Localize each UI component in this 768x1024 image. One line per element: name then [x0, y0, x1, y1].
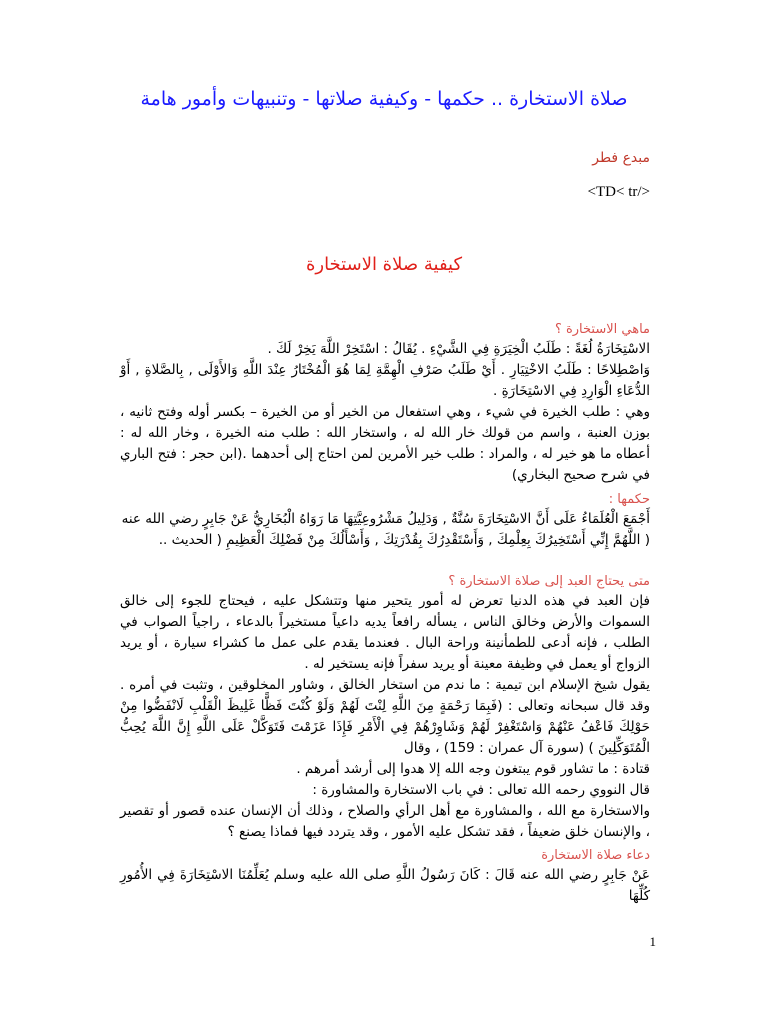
section-heading: متى يحتاج العبد إلى صلاة الاستخارة ؟ — [448, 574, 650, 589]
paragraph: ( اللَّهُمَّ إِنِّي أَسْتَخِيرُكَ بِعِلْمِكَ , وَأَسْتَقْدِرُكَ بِقُدْرَتِكَ , وَأَسْأَلُكَ مِنْ فَضْلِكَ الْعَظِيمِ ( الحديث .. — [158, 532, 650, 548]
section-heading: دعاء صلاة الاستخارة — [541, 848, 650, 863]
section-what-is-istikhara — [120, 322, 650, 486]
paragraph: وَاصْطِلاحًا : طَلَبُ الاخْتِيَارِ . أَيْ طَلَبُ صَرْفِ الْهِمَّةِ لِمَا هُوَ الْمُخْتَارُ عِنْدَ اللَّهِ وَالأَوْلَى , بِالصَّلاةِ , أَوْ الدُّعَاءِ الْوَارِدِ فِي الاسْتِخَارَةِ . — [120, 362, 650, 399]
paragraph: يقول شيخ الإسلام ابن تيمية : ما ندم من استخار الخالق ، وشاور المخلوقين ، وتثبت في أمره . وقد قال سبحانه وتعالى : (فَبِمَا رَحْمَةٍ مِنَ اللَّهِ لِنْتَ لَهُمْ وَلَوْ كُنْتَ فَظًّا غَلِيظَ الْقَلْبِ لَانْفَضُّوا مِنْ حَوْلِكَ فَاعْفُ عَنْهُمْ وَاسْتَغْفِرْ لَهُمْ وَشَاوِرْهُمْ فِي الْأَمْرِ فَإِذَا عَزَمْتَ فَتَوَكَّلْ عَلَى اللَّهِ إِنَّ اللَّهَ يُحِبُّ الْمُتَوَكِّلِينَ ) (سورة آل عمران : 159) ، وقال — [120, 677, 650, 756]
paragraph: وهي : طلب الخيرة في شيء ، وهي استفعال من الخير أو من الخيرة – بكسر أوله وفتح ثانيه ، بوزن العنبة ، واسم من قولك خار الله له ، واستخار الله : طلب منه الخيرة ، وخار الله له : أعطاه ما هو خير له ، والمراد : طلب خير الأمرين لمن احتاج إلى أحدهما .(ابن حجر : فتح الباري في شرح صحيح البخاري) — [120, 404, 650, 483]
paragraph: والاستخارة مع الله ، والمشاورة مع أهل الرأي والصلاح ، وذلك أن الإنسان عنده قصور أو تقصير ، والإنسان خلق ضعيفاً ، فقد تشكل عليه الأمور ، وقد يتردد فيها فماذا يصنع ؟ — [120, 803, 650, 840]
paragraph: قتادة : ما تشاور قوم يبتغون وجه الله إلا هدوا إلى أرشد أمرهم . — [296, 761, 650, 777]
section-heading: حكمها : — [608, 492, 650, 507]
section-when-needed — [120, 574, 650, 843]
document-title: صلاة الاستخارة .. حكمها - وكيفية صلاتها - وتنبيهات وأمور هامة — [140, 88, 628, 110]
paragraph: فإن العبد في هذه الدنيا تعرض له أمور يتحير منها وتتشكل عليه ، فيحتاج للجوء إلى خالق السموات والأرض وخالق الناس ، يسأله رافعاً يديه داعياً مستخيراً بالدعاء ، راجياً الصواب في الطلب ، فإنه أدعى للطمأنينة وراحة البال . فعندما يقدم على عمل ما كشراء سيارة ، أو يريد الزواج أو يعمل في وظيفة معينة أو يريد سفراً فإنه يستخير له . — [120, 593, 650, 672]
paragraph: أَجْمَعَ الْعُلَمَاءُ عَلَى أَنَّ الاسْتِخَارَةَ سُنَّةٌ , وَدَلِيلُ مَشْرُوعِيَّتِهَا مَا رَوَاهُ الْبُخَارِيُّ عَنْ جَابِرٍ رضي الله عنه — [121, 511, 650, 527]
author-name: مبدع فطر — [592, 150, 650, 166]
paragraph: قال النووي رحمه الله تعالى : في باب الاستخارة والمشاورة : — [312, 782, 650, 798]
section-heading: ماهي الاستخارة ؟ — [554, 322, 650, 337]
section-title: كيفية صلاة الاستخارة — [305, 254, 463, 275]
markup-fragment: <TD< tr/> — [587, 184, 650, 200]
section-ruling — [120, 492, 650, 551]
paragraph: الاسْتِخَارَةُ لُغَةً : طَلَبُ الْخِيَرَةِ فِي الشَّيْءِ . يُقَالُ : اسْتَخِرْ اللَّهَ يَخِرْ لَكَ . — [267, 341, 650, 357]
section-dua — [120, 848, 650, 907]
page-number: 1 — [649, 934, 656, 949]
paragraph: عَنْ جَابِرٍ رضي الله عنه قَالَ : كَانَ رَسُولُ اللَّهِ صلى الله عليه وسلم يُعَلِّمُنَا الاسْتِخَارَةَ فِي الأُمُورِ كُلِّهَا — [120, 867, 650, 904]
